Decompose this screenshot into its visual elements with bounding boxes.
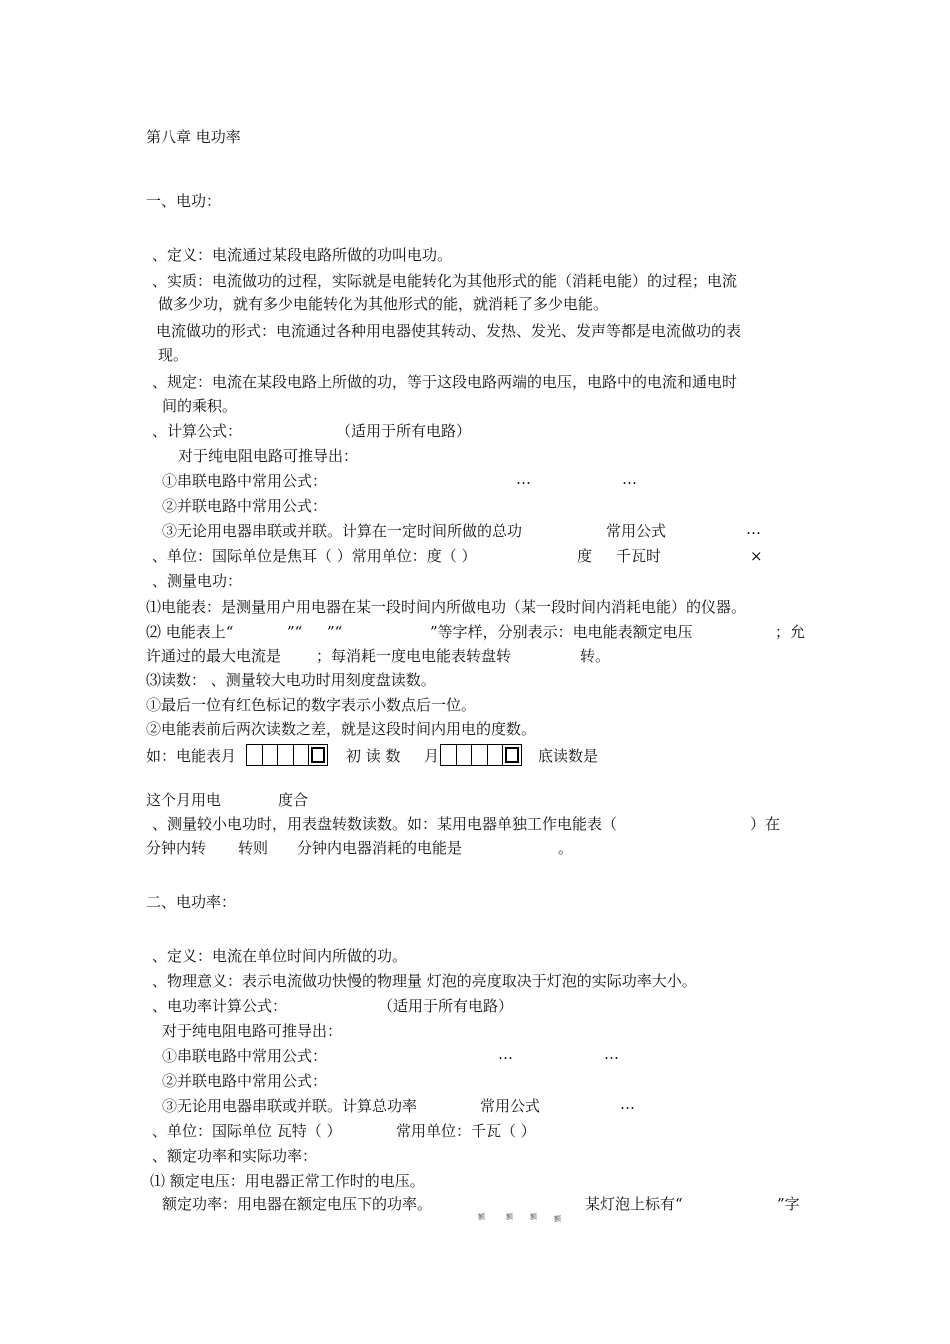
revolutions-line: ；每消耗一度电电能表转盘转 (316, 647, 512, 665)
meter-digit (471, 744, 488, 766)
meter-decimal-digit (308, 744, 328, 766)
monthly-usage: 这个月用电 (146, 791, 222, 809)
difference-line: ②电能表前后两次读数之差，就是这段时间内用电的度数。 (146, 720, 537, 738)
power-meaning: 、物理意义：表示电流做功快慢的物理量 灯泡的亮度取决于灯泡的实际功率大小。 (152, 972, 697, 990)
meter-digit (277, 744, 294, 766)
ellipsis: … (604, 1045, 619, 1063)
power-series-line: ①串联电路中常用公式： (162, 1047, 328, 1065)
rated-power-line: 额定功率：用电器在额定电压下的功率。 (162, 1195, 433, 1213)
meter-digit (456, 744, 473, 766)
example-prefix: 如：电能表月 (146, 747, 237, 765)
meter-reading-end (440, 744, 521, 768)
power-definition: 、定义：电流在单位时间内所做的功。 (152, 947, 408, 965)
essence-line-cont: 做多少功，就有多少电能转化为其他形式的能，就消耗了多少电能。 (158, 295, 609, 313)
total-work-line: ③无论用电器串联或并联。计算在一定时间所做的总功 (162, 522, 523, 540)
ellipsis: … (620, 1095, 635, 1113)
power-total-line: ③无论用电器串联或并联。计算总功率 (162, 1097, 418, 1115)
form-line: 电流做功的形式：电流通过各种用电器使其转动、发热、发光、发声等都是电流做功的表 (156, 322, 742, 340)
meter-reading-start (246, 744, 327, 768)
subscript-label: 额 (530, 1213, 537, 1221)
meter-label-quote: ”“ (287, 623, 303, 641)
definition-line: 、定义：电流通过某段电路所做的功叫电功。 (152, 246, 453, 264)
bulb-label-line: 某灯泡上标有“ (585, 1195, 683, 1213)
revolutions-end: 转。 (580, 647, 611, 665)
max-current-line: 许通过的最大电流是 (146, 647, 282, 665)
power-unit-line: 、单位：国际单位 瓦特（ ） (152, 1122, 342, 1140)
small-measure-cont: 分钟内转 (146, 839, 207, 857)
meter-label-quote: ”等字样，分别表示：电电能表额定电压 (430, 623, 693, 641)
form-line-cont: 现。 (158, 346, 189, 364)
section-heading: 一、电功： (146, 192, 222, 210)
example-end-label: 底读数是 (538, 747, 599, 765)
power-formula-note: （适用于所有电路） (378, 997, 514, 1015)
small-measure-line: 、测量较小电功时，用表盘转数读数。如：某用电器单独工作电能表（ (152, 815, 618, 833)
subscript-label: 额 (478, 1213, 485, 1221)
power-derive-line: 对于纯电阻电路可推导出： (162, 1022, 343, 1040)
example-month: 月 (424, 747, 440, 765)
times-sign: × (750, 547, 763, 565)
meter-digit (262, 744, 279, 766)
power-parallel-line: ②并联电路中常用公式： (162, 1072, 328, 1090)
series-formula-line: ①串联电路中常用公式： (162, 472, 328, 490)
reading-line: ⑶读数： 、测量较大电功时用刻度盘读数。 (146, 671, 436, 689)
power-formula-line: 、电功率计算公式： (152, 997, 288, 1015)
rule-line: 、规定：电流在某段电路上所做的功，等于这段电路两端的电压，电路中的电流和通电时 (152, 373, 738, 391)
ellipsis: … (622, 470, 637, 488)
derive-line: 对于纯电阻电路可推导出： (178, 447, 359, 465)
small-measure-end: 。 (558, 839, 574, 857)
meter-digit (487, 744, 504, 766)
ellipsis: … (516, 470, 531, 488)
common-formula-label: 常用公式 (606, 522, 667, 540)
meter-digit (246, 744, 263, 766)
formula-note: （适用于所有电路） (336, 422, 472, 440)
meter-label-quote: ”“ (327, 623, 343, 641)
meter-digit (440, 744, 457, 766)
ellipsis: … (498, 1045, 513, 1063)
subscript-label: 额 (554, 1215, 561, 1223)
meter-label-end: ；允 (775, 623, 806, 641)
rule-line-cont: 间的乘积。 (162, 397, 238, 415)
measure-heading: 、测量电功： (152, 572, 243, 590)
red-digit-line: ①最后一位有红色标记的数字表示小数点后一位。 (146, 696, 477, 714)
monthly-usage-unit: 度合 (278, 791, 309, 809)
meter-digit (293, 744, 310, 766)
small-measure-end: ）在 (750, 815, 781, 833)
rated-heading: 、额定功率和实际功率： (152, 1147, 318, 1165)
meter-decimal-digit (502, 744, 522, 766)
example-start-label: 初 读 数 (346, 747, 401, 765)
unit-du: 度 (577, 547, 593, 565)
bulb-label-end: ”字 (777, 1195, 800, 1213)
power-common-unit: 常用单位：千瓦（ ） (396, 1122, 536, 1140)
small-measure-cont: 转则 (238, 839, 269, 857)
unit-line: 、单位：国际单位是焦耳（ ）常用单位：度（ ） (152, 547, 477, 565)
section-heading: 二、电功率： (146, 893, 237, 911)
ellipsis: … (746, 520, 761, 538)
page-title: 第八章 电功率 (146, 128, 241, 146)
subscript-label: 额 (506, 1213, 513, 1221)
rated-voltage-line: ⑴ 额定电压：用电器正常工作时的电压。 (150, 1172, 425, 1190)
essence-line: 、实质：电流做功的过程，实际就是电能转化为其他形式的能（消耗电能）的过程；电流 (152, 272, 738, 290)
formula-line: 、计算公式： (152, 422, 243, 440)
meter-label-line: ⑵ 电能表上“ (146, 623, 234, 641)
power-common-formula: 常用公式 (480, 1097, 541, 1115)
parallel-formula-line: ②并联电路中常用公式： (162, 497, 328, 515)
unit-kwh: 千瓦时 (616, 547, 662, 565)
meter-def-line: ⑴电能表：是测量用户用电器在某一段时间内所做电功（某一段时间内消耗电能）的仪器。 (146, 598, 747, 616)
small-measure-cont: 分钟内电器消耗的电能是 (297, 839, 463, 857)
